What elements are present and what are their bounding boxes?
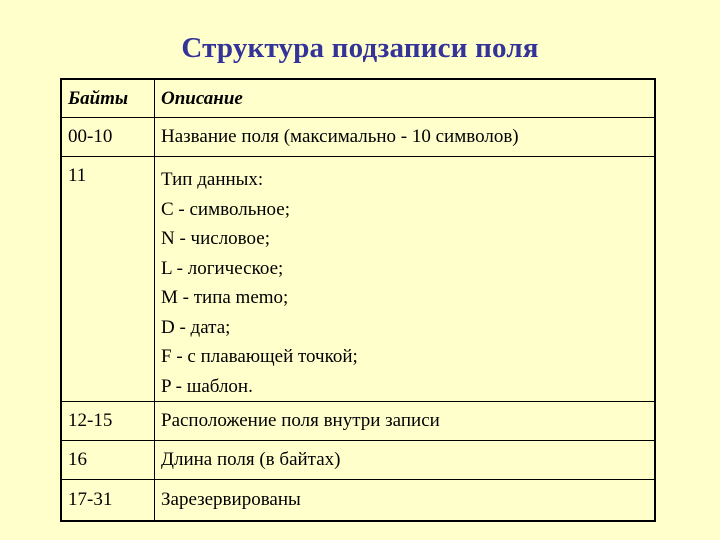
header-bytes: Байты (61, 79, 155, 118)
table-row (61, 441, 655, 480)
type-line: D - дата; (161, 316, 231, 338)
slide-title: Структура подзаписи поля (181, 32, 539, 64)
type-line: Тип данных: (161, 169, 264, 190)
subrecord-structure-table (60, 78, 656, 522)
bytes-cell: 12-15 (61, 402, 155, 441)
data-type-description-cell (155, 157, 656, 402)
table-row (61, 480, 655, 522)
type-line: F - с плавающей точкой; (161, 346, 358, 367)
type-line: M - типа memo; (161, 287, 289, 308)
table-row (61, 402, 655, 441)
type-line: P - шаблон. (161, 375, 253, 397)
bytes-cell: 17-31 (61, 480, 155, 522)
table-row (61, 118, 655, 157)
bytes-cell: 11 (61, 157, 155, 402)
type-line: L - логическое; (161, 257, 284, 279)
bytes-cell: 00-10 (61, 118, 155, 157)
description-cell: Расположение поля внутри записи (155, 402, 656, 441)
description-cell: Длина поля (в байтах) (155, 441, 656, 480)
description-cell: Зарезервированы (155, 480, 656, 522)
description-cell: Название поля (максимально - 10 символов) (155, 118, 656, 157)
bytes-cell: 16 (61, 441, 155, 480)
type-line: N - числовое; (161, 228, 270, 249)
table-header-row (61, 79, 655, 118)
type-line: C - символьное; (161, 198, 290, 220)
table-row-data-type (61, 157, 655, 402)
header-description: Описание (155, 79, 656, 118)
